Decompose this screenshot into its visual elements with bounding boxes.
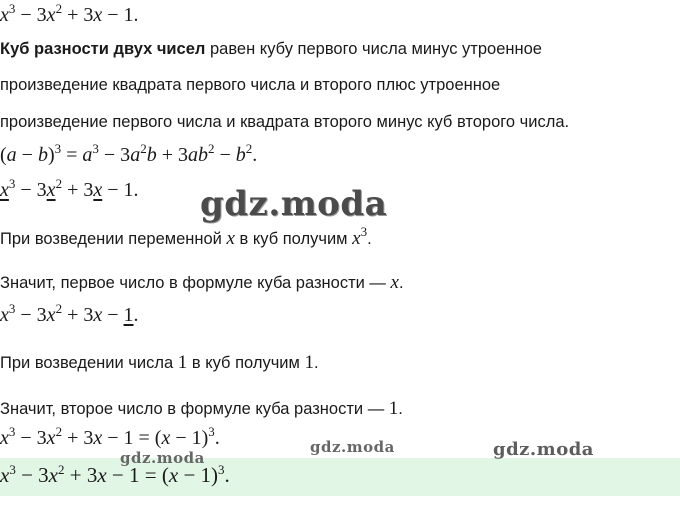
step1-mid: в куб получим xyxy=(234,230,353,248)
conc2-num: 1 xyxy=(388,398,399,419)
step1-text: При возведении переменной xyxy=(0,230,227,248)
watermark-logo-medium: gdz.moda xyxy=(493,439,594,460)
expression-underlined-x: $x^3 - 3x^2 + 3x - 1$. xyxy=(0,176,139,201)
rule-line-2: произведение квадрата первого числа и второго плюс утроенное xyxy=(0,76,501,94)
answer-expression: $x^3 - 3x^2 + 3x - 1 = (x - 1)^3$. xyxy=(0,462,230,487)
step2-num: 1 xyxy=(177,352,188,373)
step1-power: 3 xyxy=(360,224,368,239)
watermark-logo-small: gdz.moda xyxy=(120,449,205,467)
conclusion-second-number xyxy=(0,396,403,422)
conclusion-first-number xyxy=(0,270,404,296)
conc1-var: x xyxy=(390,272,399,293)
expression-line: $x^3 - 3x^2 + 3x - 1$. xyxy=(0,1,139,26)
conc1-text: Значит, первое число в формуле куба разности — xyxy=(0,274,391,292)
rule-title: Куб разности двух чисел xyxy=(0,40,206,58)
step1-var: x xyxy=(226,228,235,249)
step2-end: . xyxy=(313,354,319,372)
step-cube-number xyxy=(0,350,319,376)
cube-difference-formula: $(a - b)^3 = a^3 - 3a^2b + 3ab^2 - b^2$. xyxy=(0,141,258,166)
step2-result: 1 xyxy=(304,352,314,373)
step-cube-variable xyxy=(0,226,372,253)
watermark-logo: gdz.moda xyxy=(200,184,388,224)
step2-text: При возведении числа xyxy=(0,354,178,372)
conc1-end: . xyxy=(398,274,404,292)
step1-end: . xyxy=(367,230,372,248)
step1-result: x xyxy=(352,228,361,249)
rule-text: равен кубу первого числа минус утроенное xyxy=(205,40,542,58)
factored-expression: $x^3 - 3x^2 + 3x - 1 = (x - 1)^3$. xyxy=(0,424,220,449)
rule-line-1 xyxy=(0,38,542,60)
rule-line-3: произведение первого числа и квадрата второго минус куб второго числа. xyxy=(0,113,570,131)
watermark-logo-small: gdz.moda xyxy=(310,438,395,456)
conc2-text: Значит, второе число в формуле куба разности — xyxy=(0,400,389,418)
conc2-end: . xyxy=(398,400,403,418)
step2-mid: в куб получим xyxy=(187,354,305,372)
expression-underlined-one: $x^3 - 3x^2 + 3x - 1$. xyxy=(0,301,139,326)
